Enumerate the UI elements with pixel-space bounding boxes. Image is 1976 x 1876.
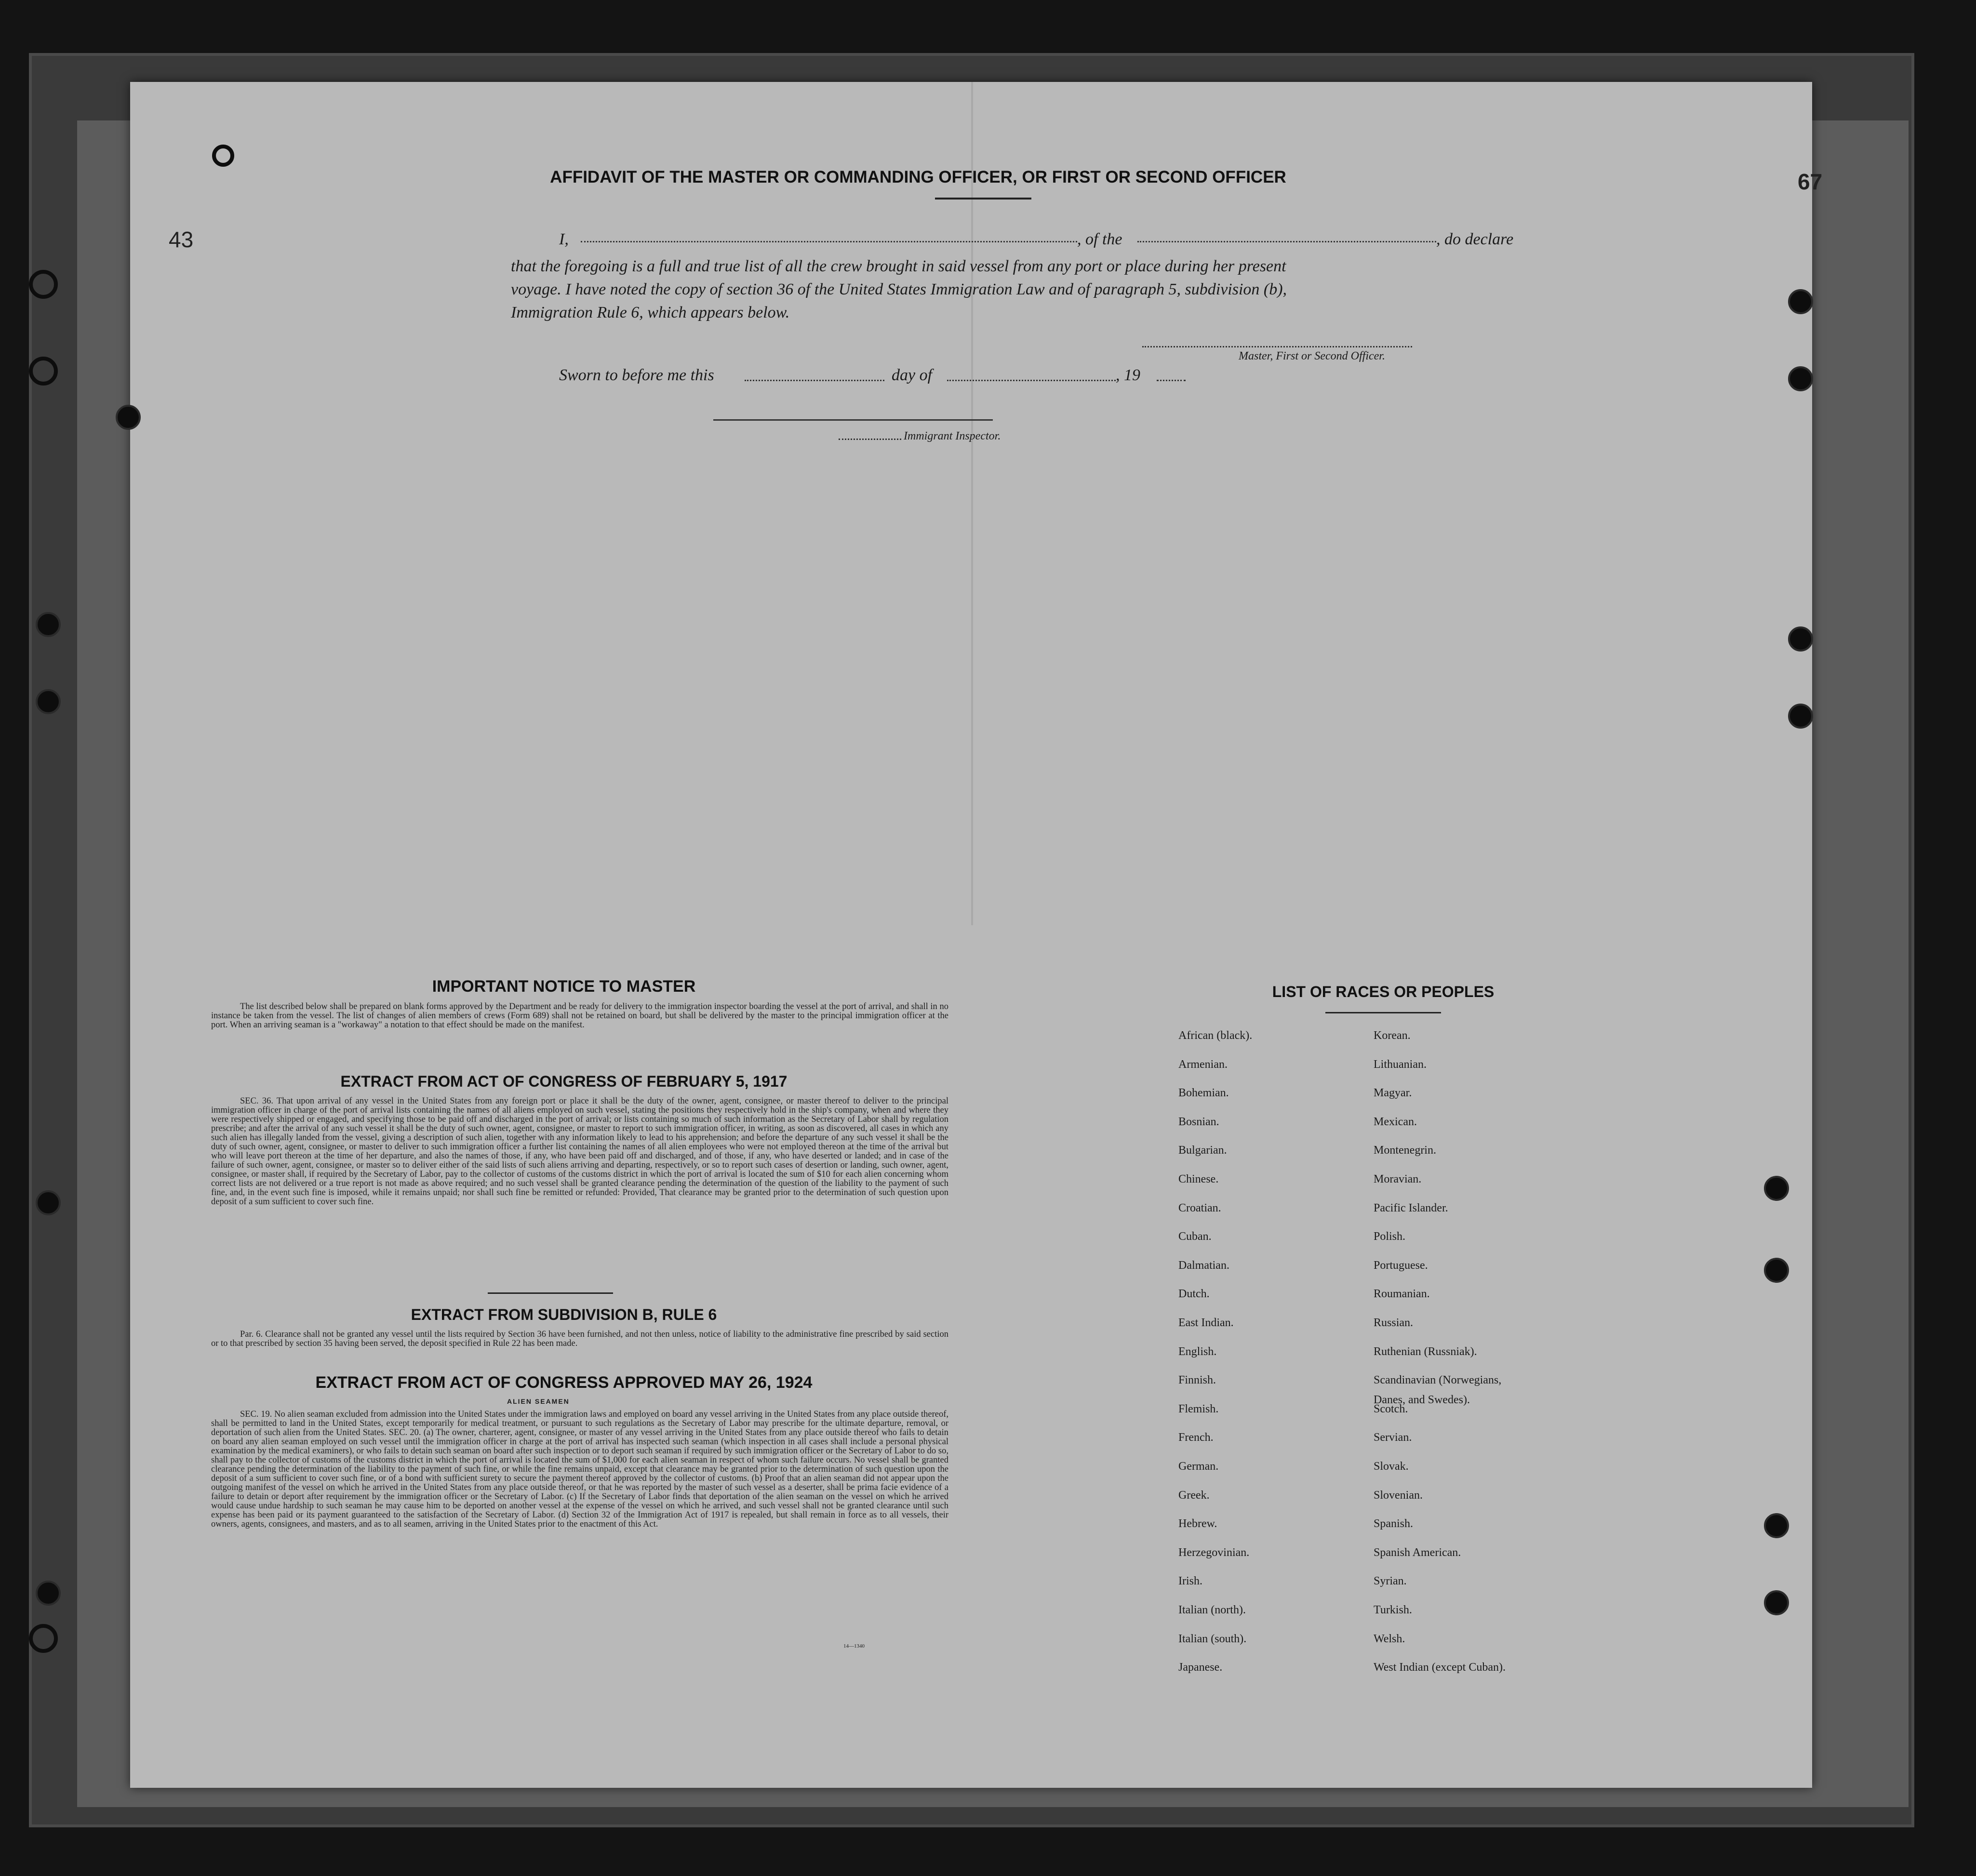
race-item: Polish. xyxy=(1374,1230,1406,1243)
affidavit-declare: , do declare xyxy=(1436,230,1514,248)
race-item: East Indian. xyxy=(1178,1317,1234,1329)
affidavit-of-the: , of the xyxy=(1077,230,1122,248)
affidavit-line-2: that the foregoing is a full and true list of all the crew brought in said vessel from any port or place during her present xyxy=(511,257,1286,275)
section-rule xyxy=(488,1292,613,1294)
race-item: Italian (south). xyxy=(1178,1632,1247,1645)
binder-hole xyxy=(36,1581,61,1606)
extract-1917-title: EXTRACT FROM ACT OF CONGRESS OF FEBRUARY 5, 1917 xyxy=(340,1073,788,1090)
extract-1924-title: EXTRACT FROM ACT OF CONGRESS APPROVED MAY 26, 1924 xyxy=(315,1373,813,1392)
month-blank xyxy=(947,380,1116,381)
race-item: Syrian. xyxy=(1374,1575,1407,1588)
binder-hole xyxy=(1788,289,1813,314)
binder-hole xyxy=(36,1190,61,1215)
race-item: Croatian. xyxy=(1178,1201,1221,1214)
form-number: 14—1340 xyxy=(843,1643,865,1649)
notice-text: The list described below shall be prepared on blank forms approved by the Department and be ready for delivery to the immigration inspector boarding the vessel at the port of arrival, and shall in no instance be taken from the vessel. The list of changes of alien members of crews (Form 689) shall not be retained on board, but shall be delivered by the master to the principal immigration officer at the port. When an arriving seaman is a "workaway" a notation to that effect should be made on the manifest. xyxy=(211,1002,948,1030)
binder-hole xyxy=(1764,1590,1789,1615)
race-item: German. xyxy=(1178,1460,1219,1473)
day-of-text: day of xyxy=(892,366,933,384)
race-item: Portuguese. xyxy=(1374,1259,1428,1272)
race-item: Dalmatian. xyxy=(1178,1259,1229,1272)
signature-blank xyxy=(1142,346,1412,347)
race-item: Bulgarian. xyxy=(1178,1144,1227,1157)
race-item: Slovak. xyxy=(1374,1460,1409,1473)
binder-hole xyxy=(29,357,58,386)
binder-hole xyxy=(1788,704,1813,729)
race-item: Korean. xyxy=(1374,1029,1411,1042)
binder-hole xyxy=(1788,366,1813,391)
race-item: Herzegovinian. xyxy=(1178,1546,1250,1559)
race-item: West Indian (except Cuban). xyxy=(1374,1661,1506,1674)
race-item: Mexican. xyxy=(1374,1115,1417,1128)
race-scandinavian-continued: Danes, and Swedes). xyxy=(1374,1394,1470,1406)
race-item: Montenegrin. xyxy=(1374,1144,1436,1157)
notice-title: IMPORTANT NOTICE TO MASTER xyxy=(432,977,696,996)
binder-hole xyxy=(1788,626,1813,652)
race-item: Servian. xyxy=(1374,1431,1412,1444)
race-item: Lithuanian. xyxy=(1374,1058,1427,1071)
race-item: English. xyxy=(1178,1345,1217,1358)
race-item: Welsh. xyxy=(1374,1632,1405,1645)
race-item: Scotch. xyxy=(1374,1402,1408,1415)
sworn-day-blank xyxy=(745,380,884,381)
binder-hole xyxy=(29,1624,58,1653)
race-item: African (black). xyxy=(1178,1029,1253,1042)
binder-hole xyxy=(36,689,61,714)
name-blank xyxy=(581,241,1077,242)
affidavit-page xyxy=(130,82,1823,1788)
race-item: Spanish. xyxy=(1374,1517,1414,1530)
race-item: Magyar. xyxy=(1374,1087,1412,1100)
inspector-label: Immigrant Inspector. xyxy=(904,430,1001,442)
extract-1917-text: SEC. 36. That upon arrival of any vessel in the United States from any foreign port or place it shall be the duty of the owner, agent, consignee, or master thereof to deliver to the principal immigration officer in charge of the port of arrival lists containing the names of all aliens employed on such vessel, stating the positions they respectively hold in the ship's company, when and where they were respectively shipped or engaged, and specifying those to be paid off and discharged in the port of arrival; or lists containing so much of such information as the Secretary of Labor shall by regulation prescribe; and after the arrival of any such vessel it shall be the duty of such owner, agent, consignee, or master to report to such immigration officer, in writing, as soon as discovered, all cases in which any such alien has illegally landed from the vessel, giving a description of such alien, together with any information likely to lead to his apprehension; and before the departure of any such vessel it shall be the duty of such owner, agent, consignee, or master to deliver to such immigration officer a further list containing the names of all alien employees who were not employed thereon at the time of the arrival but who will leave port thereon at the time of her departure, and also the names of those, if any, who have been paid off and discharged, and of those, if any, who have deserted or landed; and in case of the failure of such owner, agent, consignee, or master so to deliver either of the said lists of such aliens arriving and departing, respectively, or so to report such cases of desertion or landing, such owner, agent, consignee, or master shall, if required by the Secretary of Labor, pay to the collector of customs of the customs district in which the port of arrival is located the sum of $10 for each alien concerning whom correct lists are not delivered or a true report is not made as above required; and no such vessel shall be granted clearance pending the determination of the question of the liability to the payment of such fine, and, in the event such fine is imposed, while it remains unpaid; nor shall such fine be remitted or refunded: Provided, That clearance may be granted prior to the determination of such question upon deposit of a sum sufficient to cover such fine. xyxy=(211,1096,948,1207)
races-rule xyxy=(1325,1012,1441,1013)
page-number-left: 43 xyxy=(169,227,194,252)
race-item: Japanese. xyxy=(1178,1661,1223,1674)
race-item: French. xyxy=(1178,1431,1214,1444)
extract-1924-text: SEC. 19. No alien seaman excluded from admission into the United States under the immigration laws and employed on board any vessel arriving in the United States from any place outside thereof, shall be permitted to land in the United States, except temporarily for medical treatment, or pursuant to such regulations as the Secretary of Labor may prescribe for the ultimate departure, removal, or deportation of such alien from the United States. SEC. 20. (a) The owner, charterer, agent, consignee, or master of any vessel arriving in the United States from any place outside thereof who fails to detain on board any alien seaman employed on such vessel until the immigration officer in charge at the port of arrival has inspected such seaman (which inspection in all cases shall include a personal physical examination by the medical examiners), or who fails to detain such seaman on board after such inspection or to deport such seaman if required by such immigration officer or the Secretary of Labor to do so, shall pay to the collector of customs of the customs district in which the port of arrival is located the sum of $1,000 for each alien seaman in respect of whom such failure occurs. No vessel shall be granted clearance pending the determination of the liability to the payment of such fine, or while the fine remains unpaid, except that clearance may be granted prior to the determination of such question upon the deposit of a sum sufficient to cover such fine, or of a bond with sufficient surety to secure the payment thereof approved by the collector of customs. (b) Proof that an alien seaman did not appear upon the outgoing manifest of the vessel on which he arrived in the United States from any place outside thereof, or that he was reported by the master of such vessel as a deserter, shall be prima facie evidence of a failure to detain or deport after requirement by the immigration officer or the Secretary of Labor. (c) If the Secretary of Labor finds that deportation of the alien seaman on the vessel on which he arrived would cause undue hardship to such seaman he may cause him to be deported on another vessel at the expense of the vessel on which he arrived, and such vessel shall not be granted clearance until such expense has been paid or its payment guaranteed to the satisfaction of the Secretary of Labor. (d) Section 32 of the Immigration Act of 1917 is repealed, but shall remain in force as to all vessels, their owners, agents, consignees, and masters, and as to all seamen, arriving in the United States prior to the enactment of this Act. xyxy=(211,1410,948,1529)
race-item: Irish. xyxy=(1178,1575,1202,1588)
subdivision-text: Par. 6. Clearance shall not be granted any vessel until the lists required by Section 36 have been furnished, and not then unless, notice of liability to the administrative fine prescribed by said section or to that prescribed by section 35 having been served, the deposit specified in Rule 22 has been made. xyxy=(211,1330,948,1348)
race-item: Moravian. xyxy=(1374,1173,1422,1185)
race-item: Flemish. xyxy=(1178,1402,1219,1415)
affidavit-line-3: voyage. I have noted the copy of section 36 of the United States Immigration Law and of paragraph 5, subdivision (b), xyxy=(511,280,1287,298)
vessel-blank-line xyxy=(1137,241,1436,242)
race-item: Hebrew. xyxy=(1178,1517,1217,1530)
race-item: Roumanian. xyxy=(1374,1288,1430,1301)
year-text: , 19 xyxy=(1116,366,1140,384)
binder-hole xyxy=(1764,1176,1789,1201)
binder-hole xyxy=(1764,1258,1789,1283)
race-item: Chinese. xyxy=(1178,1173,1219,1185)
race-item: Spanish American. xyxy=(1374,1546,1461,1559)
race-item: Pacific Islander. xyxy=(1374,1201,1448,1214)
race-item: Scandinavian (Norwegians, xyxy=(1374,1374,1502,1387)
binder-hole xyxy=(212,145,234,167)
race-item: Ruthenian (Russniak). xyxy=(1374,1345,1477,1358)
alien-seamen-subtitle: ALIEN SEAMEN xyxy=(507,1397,570,1405)
binder-hole xyxy=(1764,1513,1789,1538)
subdivision-title: EXTRACT FROM SUBDIVISION B, RULE 6 xyxy=(411,1306,717,1323)
race-item: Cuban. xyxy=(1178,1230,1212,1243)
binder-hole xyxy=(29,270,58,299)
affidavit-title: AFFIDAVIT OF THE MASTER OR COMMANDING OFFICER, OR FIRST OR SECOND OFFICER xyxy=(550,168,1286,186)
race-item: Bohemian. xyxy=(1178,1087,1229,1100)
affidavit-i: I, xyxy=(559,230,569,248)
year-blank xyxy=(1157,380,1186,381)
page-number-right: 67 xyxy=(1798,169,1823,194)
races-title: LIST OF RACES OR PEOPLES xyxy=(1272,983,1495,1000)
race-item: Dutch. xyxy=(1178,1288,1210,1301)
inspector-dots xyxy=(839,439,901,440)
race-item: Finnish. xyxy=(1178,1374,1216,1387)
title-rule xyxy=(935,198,1031,200)
inspector-signature-line xyxy=(713,419,993,421)
race-item: Bosnian. xyxy=(1178,1115,1219,1128)
sworn-text: Sworn to before me this xyxy=(559,366,714,384)
race-item: Greek. xyxy=(1178,1489,1210,1502)
page-fold xyxy=(971,82,973,925)
binder-hole xyxy=(36,612,61,637)
race-item: Slovenian. xyxy=(1374,1489,1423,1502)
race-item: Russian. xyxy=(1374,1317,1414,1329)
master-label: Master, First or Second Officer. xyxy=(1239,350,1385,362)
binder-hole xyxy=(116,405,141,430)
race-item: Turkish. xyxy=(1374,1604,1412,1616)
race-item: Armenian. xyxy=(1178,1058,1228,1071)
affidavit-line-4: Immigration Rule 6, which appears below. xyxy=(511,304,790,321)
race-item: Italian (north). xyxy=(1178,1604,1246,1616)
